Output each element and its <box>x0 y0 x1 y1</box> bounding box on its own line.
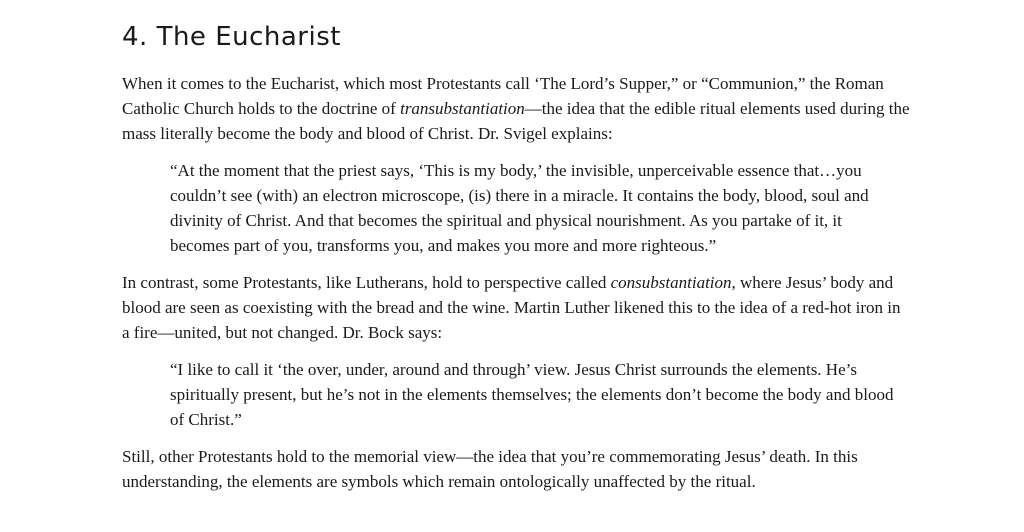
section-heading: 4. The Eucharist <box>122 22 341 52</box>
paragraph-consubstantiation <box>122 270 912 345</box>
paragraph-transubstantiation <box>122 71 912 146</box>
quote-bock: “I like to call it ‘the over, under, around and through’ view. Jesus Christ surrounds the elements. He’s spiritually present, but he’s not in the elements themselves; the elements don’t become the body and blood of Christ.” <box>170 360 894 429</box>
paragraph-memorial-view: Still, other Protestants hold to the memorial view—the idea that you’re commemorating Jesus’ death. In this understanding, the elements are symbols which remain ontologically unaffected by the ritual. <box>122 447 858 491</box>
paragraph-text: When it comes to the Eucharist, which most Protestants call ‘The Lord’s Supper,” or “Communion,” the Roman Catholic Church holds to the doctrine of <box>122 74 884 118</box>
paragraph-text: , where Jesus’ body and blood are seen as coexisting with the bread and the wine. Martin Luther likened this to the idea of a red-hot iron in a fire—united, but not changed. Dr. Bock says: <box>122 273 901 342</box>
quote-svigel: “At the moment that the priest says, ‘This is my body,’ the invisible, unperceivable essence that…you couldn’t see (with) an electron microscope, (is) there in a miracle. It contains the body, blood, soul and divinity of Christ. And that becomes the spiritual and physical nourishment. As you partake of it, it becomes part of you, transforms you, and makes you more and more righteous.” <box>170 161 869 255</box>
paragraph-text: —the idea that the edible ritual elements used during the mass literally become the body and blood of Christ. Dr. Svigel explains: <box>122 99 910 143</box>
paragraph-text: In contrast, some Protestants, like Lutherans, hold to perspective called <box>122 273 611 292</box>
term-transubstantiation: transubstantiation <box>400 99 525 118</box>
article-section <box>122 18 912 506</box>
term-consubstantiation: consubstantiation <box>610 273 732 292</box>
